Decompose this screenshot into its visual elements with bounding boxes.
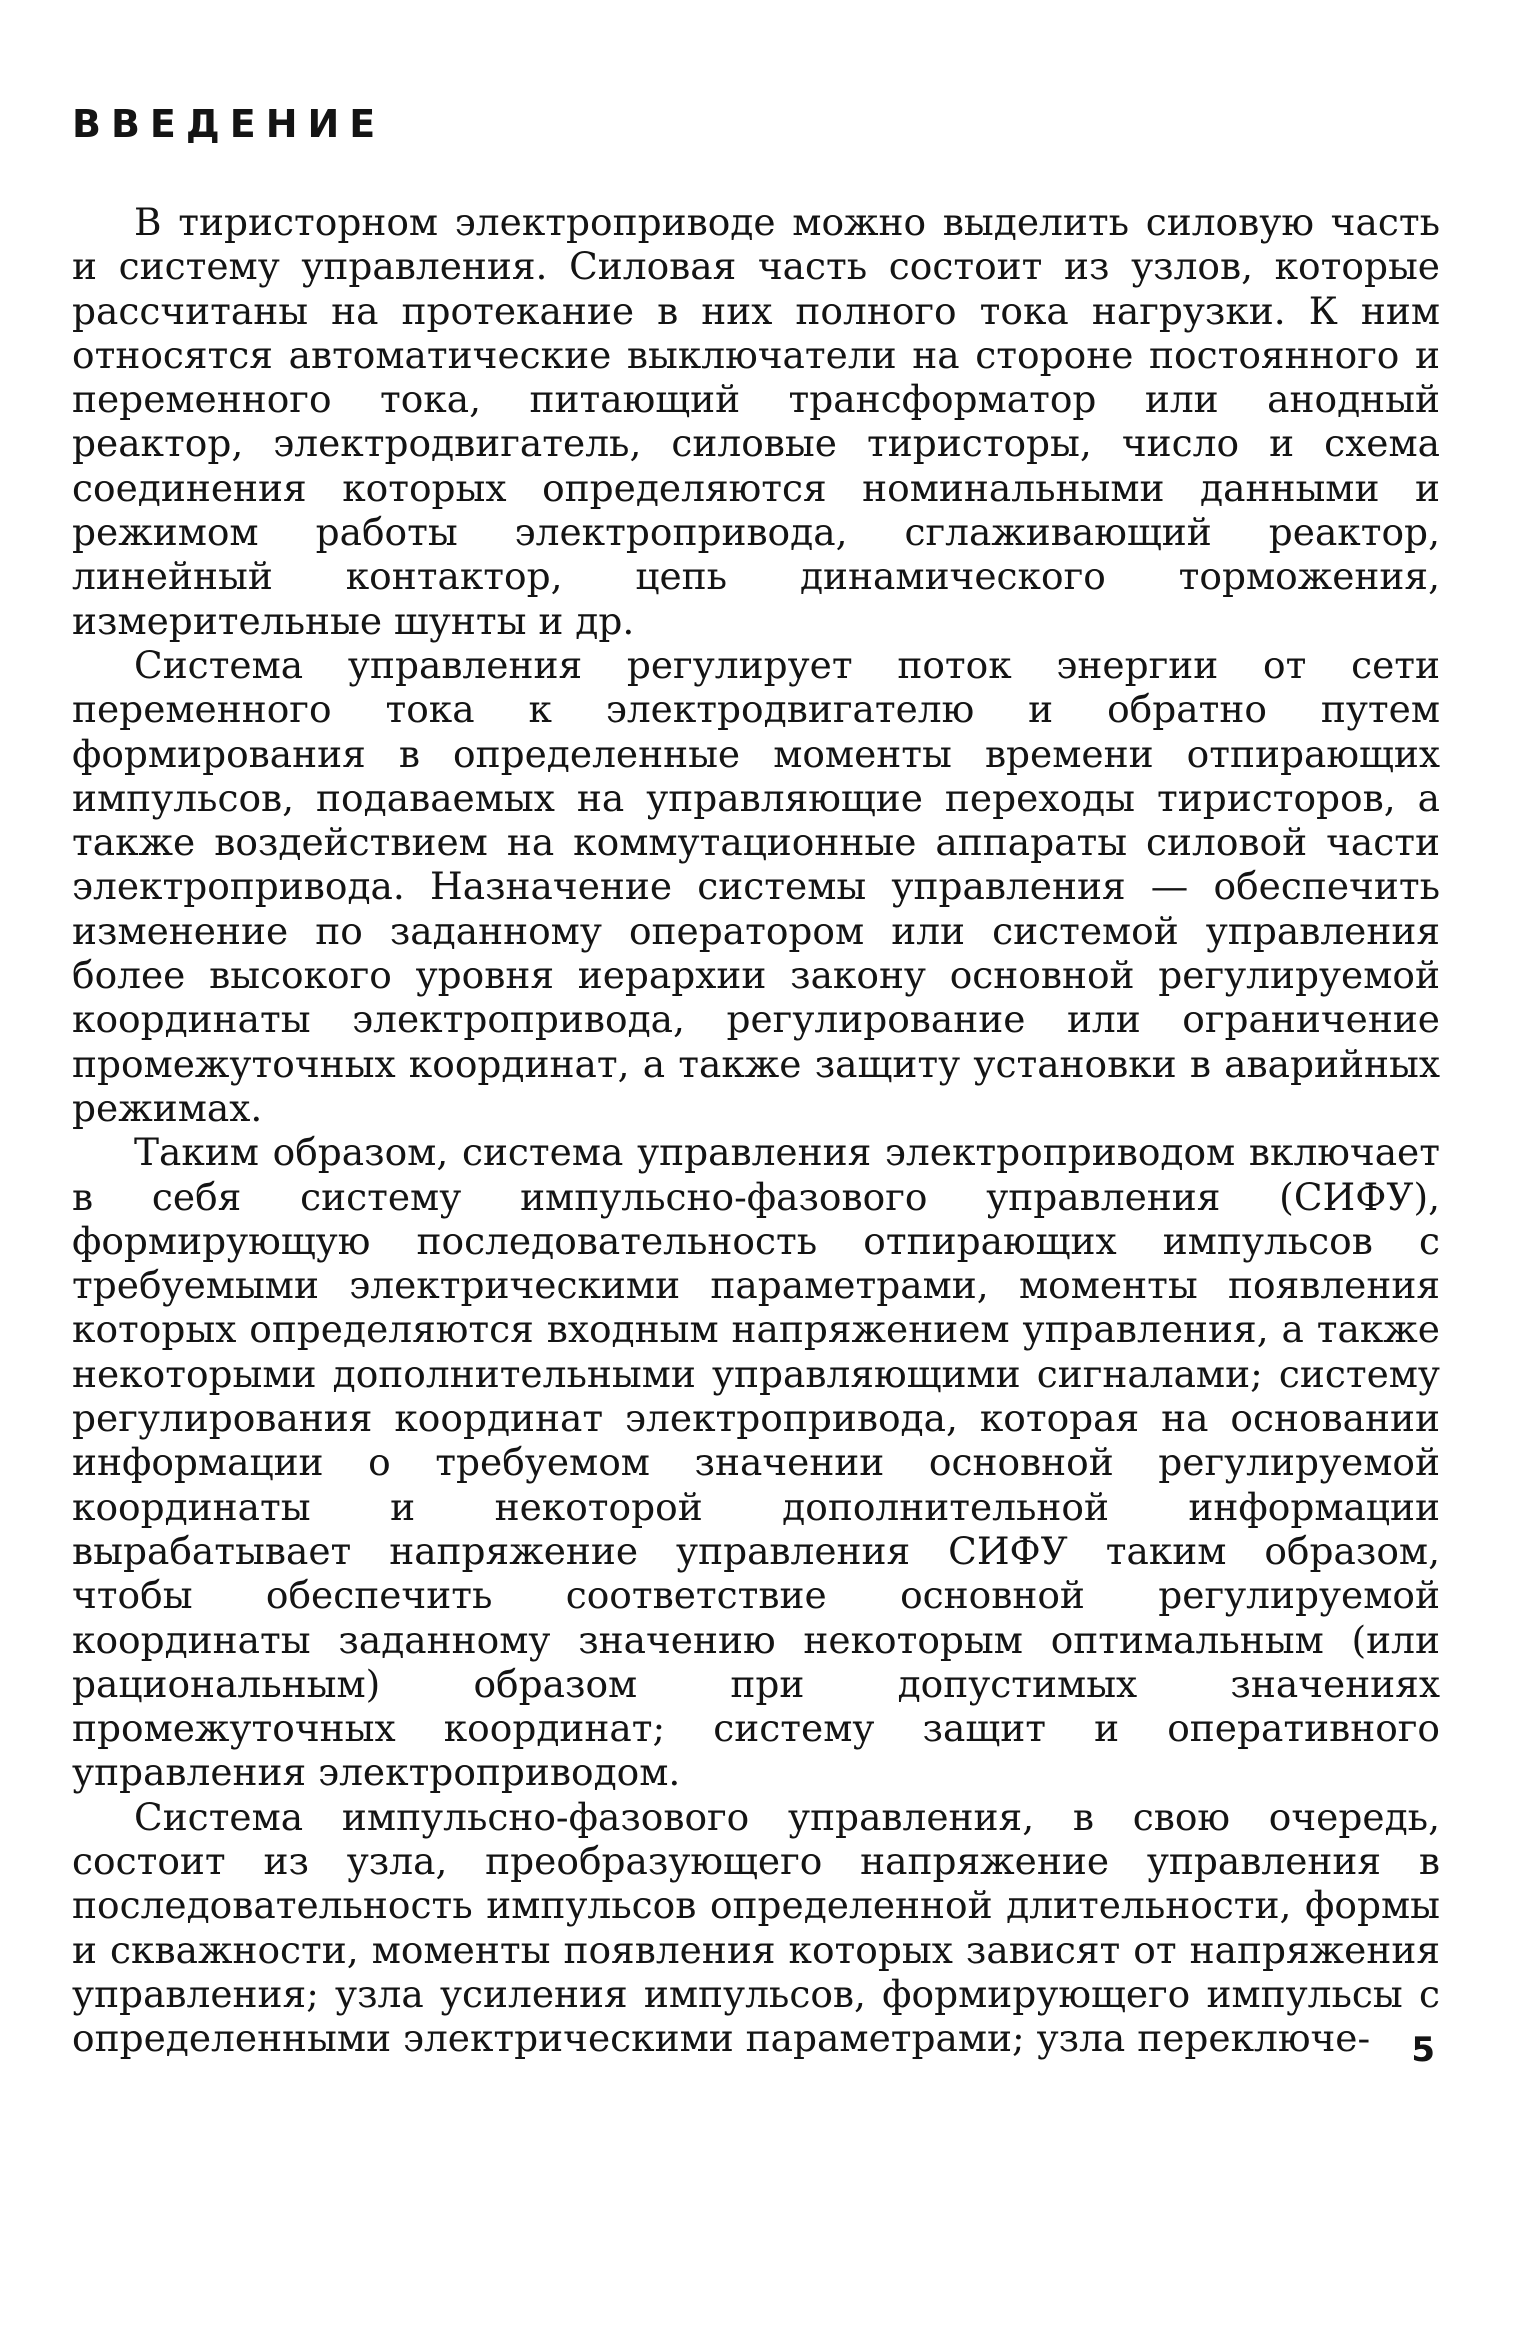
paragraph-1: В тиристорном электроприводе можно выделить силовую часть и систему управления. Силовая часть состоит из узлов, которые рассчитаны на протекание в них полного тока нагрузки. К ним относятся автоматические выключатели на стороне постоянного и переменного тока, питающий трансформатор или анодный реактор, электродвигатель, силовые тиристоры, число и схема соединения которых определяются номинальными данными и режимом работы электропривода, сглаживающий реактор, линейный контактор, цепь динамического торможения, измерительные шунты и др. [72,200,1440,643]
paragraph-3: Таким образом, система управления электроприводом включает в себя систему импульсно-фазового управления (СИФУ), формирующую последовательность отпирающих импульсов с требуемыми электрическими параметрами, моменты появления которых определяются входным напряжением управления, а также некоторыми дополнительными управляющими сигналами; систему регулирования координат электропривода, которая на основании информации о требуемом значении основной регулируемой координаты и некоторой дополнительной информации вырабатывает напряжение управления СИФУ таким образом, чтобы обеспечить соответствие основной регулируемой координаты заданному значению некоторым оптимальным (или рациональным) образом при допустимых значениях промежуточных координат; систему защит и оперативного управления электроприводом. [72,1130,1440,1795]
paragraph-4: Система импульсно-фазового управления, в свою очередь, состоит из узла, преобразующего напряжение управления в последовательность импульсов определенной длительности, формы и скважности, моменты появления которых зависят от напряжения управления; узла усиления импульсов, формирующего импульсы с определенными электрическими параметрами; узла переключе- [72,1794,1440,2061]
section-heading: ВВЕДЕНИЕ [72,102,386,146]
paragraph-2: Система управления регулирует поток энергии от сети переменного тока к электродвигателю и обратно путем формирования в определенные моменты времени отпирающих импульсов, подаваемых на управляющие переходы тиристоров, а также воздействием на коммутационные аппараты силовой части электропривода. Назначение системы управления — обеспечить изменение по заданному оператором или системой управления более высокого уровня иерархии закону основной регулируемой координаты электропривода, регулирование или ограничение промежуточных координат, а также защиту установки в аварийных режимах. [72,642,1440,1130]
page-number: 5 [1411,2030,1435,2070]
page-body [72,100,1440,2060]
